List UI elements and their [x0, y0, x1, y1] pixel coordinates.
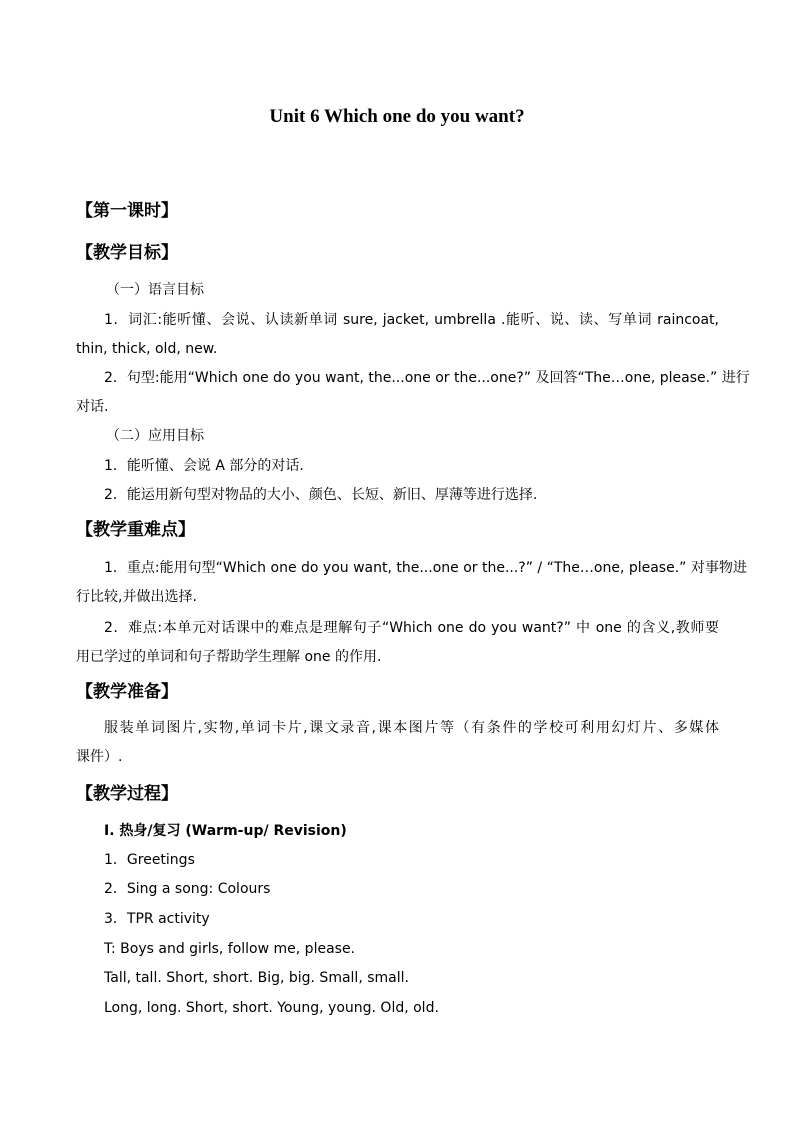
key-point-item-2-line-2: 用已学过的单词和句子帮助学生理解 one 的作用. [76, 649, 382, 665]
process-chant-line-1: Tall, tall. Short, short. Big, big. Small, small. [104, 970, 409, 986]
section-heading-process: 【教学过程】 [76, 784, 178, 804]
section-heading-key-points: 【教学重难点】 [76, 520, 195, 540]
process-step-1: 1．Greetings [104, 852, 195, 868]
language-objectives-heading: （一）语言目标 [106, 282, 204, 298]
process-step-2: 2．Sing a song: Colours [104, 881, 271, 897]
application-objectives-heading: （二）应用目标 [106, 428, 204, 444]
section-heading-preparation: 【教学准备】 [76, 682, 178, 702]
process-chant-line-2: Long, long. Short, short. Young, young. Old, old. [104, 1000, 439, 1016]
objective-item-1-line-1: 1．词汇:能听懂、会说、认读新单词 sure, jacket, umbrella .能听、说、读、写单词 raincoat, [104, 312, 719, 328]
preparation-line-2: 课件）. [76, 749, 123, 765]
key-point-item-2-line-1: 2．难点:本单元对话课中的难点是理解句子“Which one do you want?” 中 one 的含义,教师要 [104, 620, 719, 636]
warmup-heading: I. 热身/复习 (Warm-up/ Revision) [104, 823, 347, 839]
process-line-teacher: T: Boys and girls, follow me, please. [104, 941, 356, 957]
objective-item-2-line-2: 对话. [76, 399, 109, 415]
key-point-item-1-line-2: 行比较,并做出选择. [76, 589, 197, 605]
objective-item-2-line-1: 2．句型:能用“Which one do you want, the...one or the...one?” 及回答“The…one, please.” 进行 [104, 370, 750, 386]
process-step-3: 3．TPR activity [104, 911, 210, 927]
application-item-2: 2．能运用新句型对物品的大小、颜色、长短、新旧、厚薄等进行选择. [104, 487, 538, 503]
objective-item-1-line-2: thin, thick, old, new. [76, 341, 218, 357]
key-point-item-1-line-1: 1．重点:能用句型“Which one do you want, the...one or the...?” / “The…one, please.” 对事物进 [104, 560, 747, 576]
section-heading-objectives: 【教学目标】 [76, 243, 178, 263]
preparation-line-1: 服装单词图片,实物,单词卡片,课文录音,课本图片等（有条件的学校可利用幻灯片、多媒体 [104, 720, 719, 736]
document-title: Unit 6 Which one do you want? [269, 106, 525, 127]
application-item-1: 1．能听懂、会说 A 部分的对话. [104, 458, 304, 474]
lesson-heading: 【第一课时】 [76, 201, 178, 221]
